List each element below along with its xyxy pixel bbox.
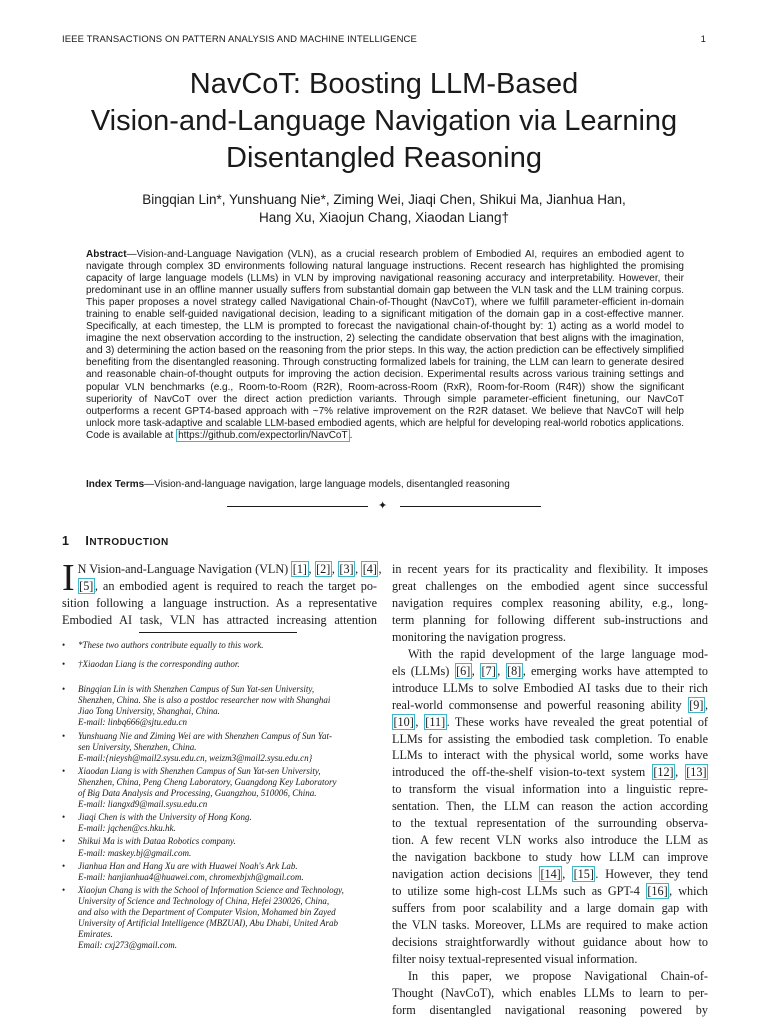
abstract-line: imagine the next observation according to the instruction, 2) selecting the candidate observation that best aligns with the imagination, [86,333,684,345]
footnote-item: • Yunshuang Nie and Ziming Wei are with Shenzhen Campus of Sun Yat- sen University, Shenzhen, China. E-mail:{nieysh@mail2.sysu.edu.cn, weizm3@mail2.sysu.edu.cn} [62,730,332,763]
body-line: sition following a language instruction. As a representative [62,596,377,610]
page-number: 1 [700,34,706,45]
body-line: monitoring the navigation progress. [392,629,566,644]
body-line: introduce LLMs to solve Embodied AI tasks due to their rich [392,680,708,695]
authors-line: Hang Xu, Xiaojun Chang, Xiaodan Liang† [259,210,509,225]
footnote-item: • Jianhua Han and Hang Xu are with Huawei Noah's Ark Lab. E-mail: hanjianhua4@huawei.com, chromexbjxh@gmail.com. [62,860,304,882]
abstract-line: Abstract—Vision-and-Language Navigation (VLN), as a crucial research problem of Embodied AI, requires an embodied agent to [86,249,684,260]
author-list [60,191,708,227]
citation-link[interactable]: [2] [316,562,331,576]
body-line: filter noisy textual-represented visual information. [392,951,638,966]
body-line: term planning for following different sub-instructions and [392,612,708,627]
title-line: Vision-and-Language Navigation via Learning [90,105,678,137]
abstract-line: This paper proposes a novel strategy called Navigational Chain-of-Thought (NavCoT), where we fulfill parameter-efficient in-domain [86,297,684,309]
intro-right-column [392,561,708,1019]
body-line: form disentangled navigational reasoning powered by [392,1002,708,1017]
section-heading [62,534,169,548]
journal-name: IEEE TRANSACTIONS ON PATTERN ANALYSIS AND MACHINE INTELLIGENCE [62,34,417,45]
section-title-rest: NTRODUCTION [89,537,169,548]
citation-link[interactable]: [8] [507,663,522,678]
citation-link[interactable]: [12] [653,765,674,780]
body-line: sentation. Then, the LLM can reason the action according [392,799,708,814]
bullet: • [62,860,66,871]
citation-link[interactable]: [16] [647,884,668,899]
section-number: 1 [62,534,70,548]
abstract-line: training to enable self-guided navigational decision, leading to a significant mitigation of the domain gap in a cost-effective manner. [86,309,684,321]
body-line: LLMs for assisting the embodied task completion. To enable [392,731,708,746]
abstract-line: outperforms a recent GPT4-based approach with ~7% relative improvement on the R2R dataset. We believe that NavCoT will help [86,405,684,417]
citation-link[interactable]: [7] [481,663,496,678]
abstract-line: navigate through complex 3D environments following natural language instructions. Recent research has highlighted the promising [86,261,684,273]
abstract-line: popular VLN benchmarks (e.g., Room-to-Room (R2R), Room-across-Room (RxR), Room-for-Room (R4R)) show the significant [86,381,684,393]
citation-link[interactable]: [14] [540,867,561,882]
index-terms-text: —Vision-and-language navigation, large language models, disentangled reasoning [144,479,510,490]
running-header [62,34,706,48]
bullet: • [62,684,66,695]
footnote-item: • †Xiaodan Liang is the corresponding author. [62,659,240,670]
footnote-rule [139,632,297,633]
body-line: Embodied AI task, VLN has attracted increasing attention [62,613,377,627]
abstract-line: and reasonable chain-of-thought outputs for improving the action decision. Experimental results across various training settings and [86,369,684,381]
citation-link[interactable]: [1] [292,562,307,576]
diamond-ornament-icon: ✦ [378,500,388,512]
section-first-letter: I [85,534,90,548]
body-line: real-world commonsense and powerful reasoning ability [9] , [392,697,708,712]
citation-link[interactable]: [9] [689,697,704,712]
body-line: introduced the off-the-shelf vision-to-text system [12] , [13] [392,765,707,780]
footnotes [62,640,378,953]
body-line: great challenges on the embodied agent since successful [392,578,708,593]
body-line: suffers from poor scalability and a large domain gap with [392,901,708,916]
citation-link[interactable]: [6] [456,663,471,678]
body-line: the navigation backbone to study how LLM can improve [392,850,708,865]
footnote-item: • Shikui Ma is with Dataa Robotics company. E-mail: maskey.bj@gmail.com. [62,836,236,858]
abstract-line: and 3) determining the action based on the reasoning from the prior steps. In this way, the action prediction can be effectively simplified [86,345,684,357]
citation-link[interactable]: [4] [362,562,377,576]
footnote-item: • Jiaqi Chen is with the University of Hong Kong. E-mail: jqchen@cs.hku.hk. [62,812,252,834]
body-line: N Vision-and-Language Navigation (VLN) [1] , [2] , [3] , [4] , [77,562,382,576]
divider-rule-left [227,506,368,507]
footnote-item: • Xiaodan Liang is with Shenzhen Campus of Sun Yat-sen University, Shenzhen, China, Peng Cheng Laboratory, Guangdong Key Laboratory of Big Data Analysis and Processing, Guangzhou, 510006, China. E-mail: liangxd9@mail.sysu.edu.cn [62,765,337,810]
divider-rule-right [400,506,541,507]
abstract-line: superiority of NavCoT over the direct action prediction variants. Through simple parameter-efficient finetuning, our NavCoT [86,393,684,405]
abstract-code-line: Code is available at https://github.com/expectorlin/NavCoT . [86,429,353,441]
code-link[interactable]: https://github.com/expectorlin/NavCoT [178,429,348,441]
footnote-item: • *These two authors contribute equally to this work. [62,640,264,650]
body-line: [10] , [11] . These works have revealed the great potential of [393,714,708,729]
body-line: in recent years for its practicality and flexibility. It imposes [392,562,708,576]
body-line: tion. A few recent VLN works also introduce the LLM as [392,833,708,848]
bullet: • [62,659,66,670]
citation-link[interactable]: [11] [425,714,446,729]
bullet: • [62,765,66,776]
body-line: to utilize some high-cost LLMs such as GPT-4 [16] , which [392,884,708,899]
bullet: • [62,730,66,741]
abstract-line: benefiting from the disentangled reasoning. Through constructing formalized labels for training, the LLM can learn to generate desired [86,357,684,369]
citation-link[interactable]: [15] [573,867,594,882]
citation-link[interactable]: [13] [686,765,707,780]
citation-link[interactable]: [10] [393,714,414,729]
footnote-item: • Bingqian Lin is with Shenzhen Campus of Sun Yat-sen University, Shenzhen, China. She is also a postdoc researcher now with Shanghai Jiao Tong University, Shanghai, China. E-mail: linbq666@sjtu.edu.cn [62,684,331,728]
body-line: LLMs to interact with the physical world, some works have [392,748,708,763]
body-line: navigation requires complex reasoning ability, e.g., long- [392,595,708,610]
abstract-line: capacity of large language models (LLMs) in VLN by improving navigational reasoning accuracy and interpretability. However, their [86,273,684,285]
body-line: Thought (NavCoT), which enables LLMs to learn to per- [392,985,708,1000]
body-line: els (LLMs) [6] , [7] , [8] , emerging works have attempted to [392,663,709,678]
paper-title [40,66,728,177]
title-line: NavCoT: Boosting LLM-Based [189,68,579,100]
title-line: Disentangled Reasoning [226,142,542,174]
intro-left-column [62,557,382,629]
bullet: • [62,640,66,650]
body-line: navigation action decisions [14] , [15] . However, they tend [392,867,708,882]
citation-link[interactable]: [5] [79,579,94,593]
drop-cap: I [62,557,75,599]
index-terms-label: Index Terms [86,479,145,490]
body-line: [5] , an embodied agent is required to reach the target po- [79,579,377,593]
abstract-label: Abstract [86,249,127,260]
body-line: to transform the visual information into a linguistic repre- [392,782,708,797]
bullet: • [62,812,66,823]
index-terms [86,479,684,490]
abstract [86,249,684,442]
abstract-line: predominant use in an offline manner usually suffers from substantial domain gap between the VLN task and the LLM training corpus. [86,285,684,297]
body-line: decisions straightforwardly without guidance about how to [392,934,708,949]
bullet: • [62,884,66,895]
bullet: • [62,836,66,847]
body-line: With the rapid development of the large language mod- [408,646,708,661]
citation-link[interactable]: [3] [339,562,354,576]
body-line: the VLN tasks. Moreover, LLMs are required to make action [392,918,708,933]
body-line: In this paper, we propose Navigational Chain-of- [408,968,708,983]
body-line: to the textual representation of the surrounding observa- [392,816,708,831]
abstract-line: unlock more task-adaptive and scalable LLM-based embodied agents, which are helpful for developing real-world robotics applications. [86,417,684,429]
abstract-line: Specifically, at each timestep, the LLM is prompted to forecast the navigational chain-of-thought by: 1) acting as a world model to [86,321,684,333]
section-divider [227,500,541,512]
footnote-item: • Xiaojun Chang is with the School of Information Science and Technology, University of Science and Technology of China, Hefei 230026, China, and also with the Department of Computer Vision, Mohamed bin Zayed University of Artificial Intelligence (MBZUAI), Abu Dhabi, United Arab Emirates. Email: cxj273@gmail.com. [62,884,344,951]
authors-line: Bingqian Lin*, Yunshuang Nie*, Ziming Wei, Jiaqi Chen, Shikui Ma, Jianhua Han, [142,192,626,207]
